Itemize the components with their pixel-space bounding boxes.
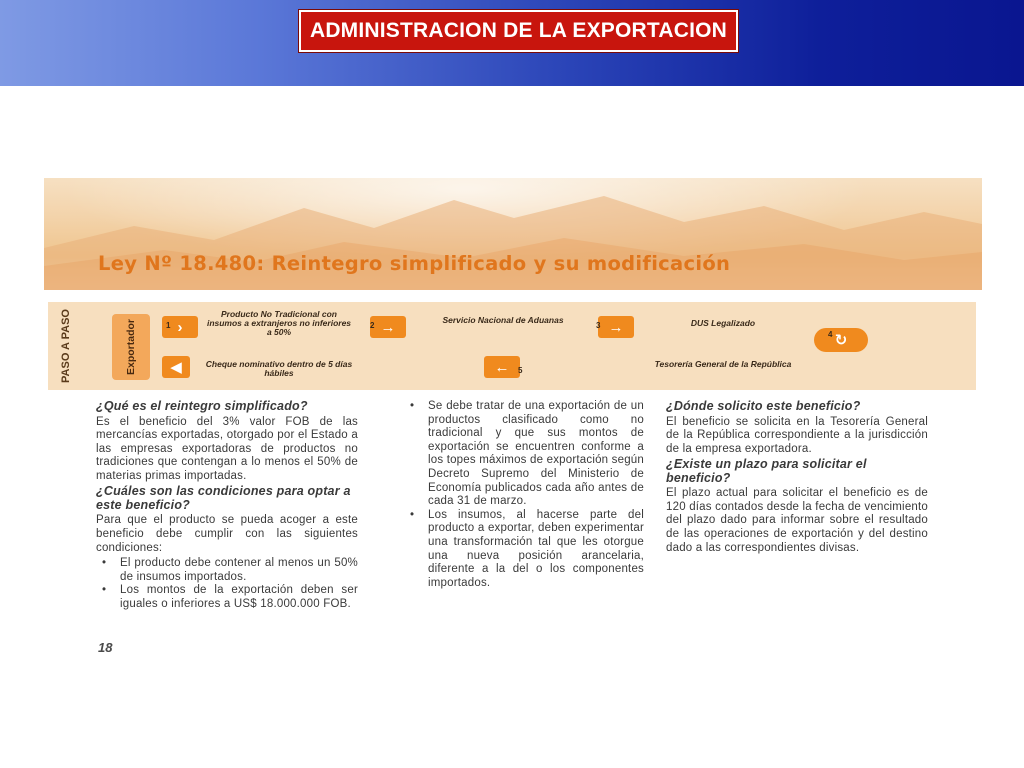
step-by-step-band (48, 302, 976, 390)
column-1 (96, 400, 358, 612)
list-item: • El producto debe contener al menos un 50% de insumos importados. (96, 557, 358, 584)
step-2-arrow-icon: → (370, 316, 406, 338)
cheque-text: Cheque nominativo dentro de 5 días hábiles (205, 359, 353, 378)
step-5-number: 5 (518, 366, 523, 375)
answer-donde: El beneficio se solicita en la Tesorería General de la República correspondiente a la jurisdicción de la empresa exportadora. (666, 415, 928, 455)
step-4-number: 4 (828, 330, 833, 339)
tesoreria-text: Tesorería General de la República (654, 359, 792, 369)
list-item: • Los montos de la exportación deben ser iguales o inferiores a US$ 18.000.000 FOB. (96, 584, 358, 611)
list-item: • Se debe tratar de una exportación de un productos clasificado como no tradicional y que sus montos de exportación se encuentren conforme a los topes máximos de exportación según Decreto Supremo del Ministerio de Economía publicados cada año antes de cada 31 de marzo. (404, 400, 644, 509)
exportador-label: Exportador (125, 318, 137, 376)
answer-plazo: El plazo actual para solicitar el beneficio es de 120 días contados desde la fecha de vencimiento del plazo dado para informar sobre el resultado de las operaciones de exportación y del destino dado a las correspondientes divisas. (666, 487, 928, 554)
answer-condiciones: Para que el producto se pueda acoger a este beneficio debe cumplir con las siguientes condiciones: (96, 514, 358, 554)
question-plazo: ¿Existe un plazo para solicitar el beneficio? (666, 457, 867, 485)
step-4-curved-arrow-icon: ↻ (814, 328, 868, 352)
step-1-arrow-icon: › (162, 316, 198, 338)
step-5-arrow-icon: ← (484, 356, 520, 378)
left-arrow-icon: ◀ (162, 356, 190, 378)
list-item: • Los insumos, al hacerse parte del producto a exportar, deben experimentar una transformación tal que les otorgue una nueva posición arancelaria, diferente a la del o los componentes importados. (404, 509, 644, 591)
question-que-es: ¿Qué es el reintegro simplificado? (96, 399, 308, 413)
mountain-banner (44, 178, 982, 290)
law-title: Ley Nº 18.480: Reintegro simplificado y su modificación (98, 252, 731, 275)
answer-que-es: Es el beneficio del 3% valor FOB de las mercancías exportadas, otorgado por el Estado a las empresas exportadoras de productos no tradiciones que contengan a lo menos el 50% de materias primas importadas. (96, 415, 358, 482)
paso-a-paso-label: PASO A PASO (60, 309, 72, 383)
step-3-arrow-icon: → (598, 316, 634, 338)
requisitos-list (404, 400, 644, 590)
page-number: 18 (98, 640, 113, 655)
step-1-text: Producto No Tradicional con insumos a extranjeros no inferiores a 50% (206, 309, 352, 337)
step-2-text: Servicio Nacional de Aduanas (442, 315, 564, 325)
slide-title: ADMINISTRACION DE LA EXPORTACION (309, 19, 728, 42)
step-2-number: 2 (370, 321, 375, 330)
step-1-number: 1 (166, 321, 171, 330)
step-3-number: 3 (596, 321, 601, 330)
column-3 (666, 400, 928, 557)
condiciones-list (96, 557, 358, 611)
column-2 (404, 400, 644, 590)
question-condiciones: ¿Cuáles son las condiciones para optar a este beneficio? (96, 484, 351, 512)
step-3-text: DUS Legalizado (690, 318, 756, 328)
scanned-document-page (44, 178, 982, 658)
question-donde: ¿Dónde solicito este beneficio? (666, 399, 861, 413)
exportador-box (112, 314, 150, 380)
slide-title-box (299, 10, 738, 52)
